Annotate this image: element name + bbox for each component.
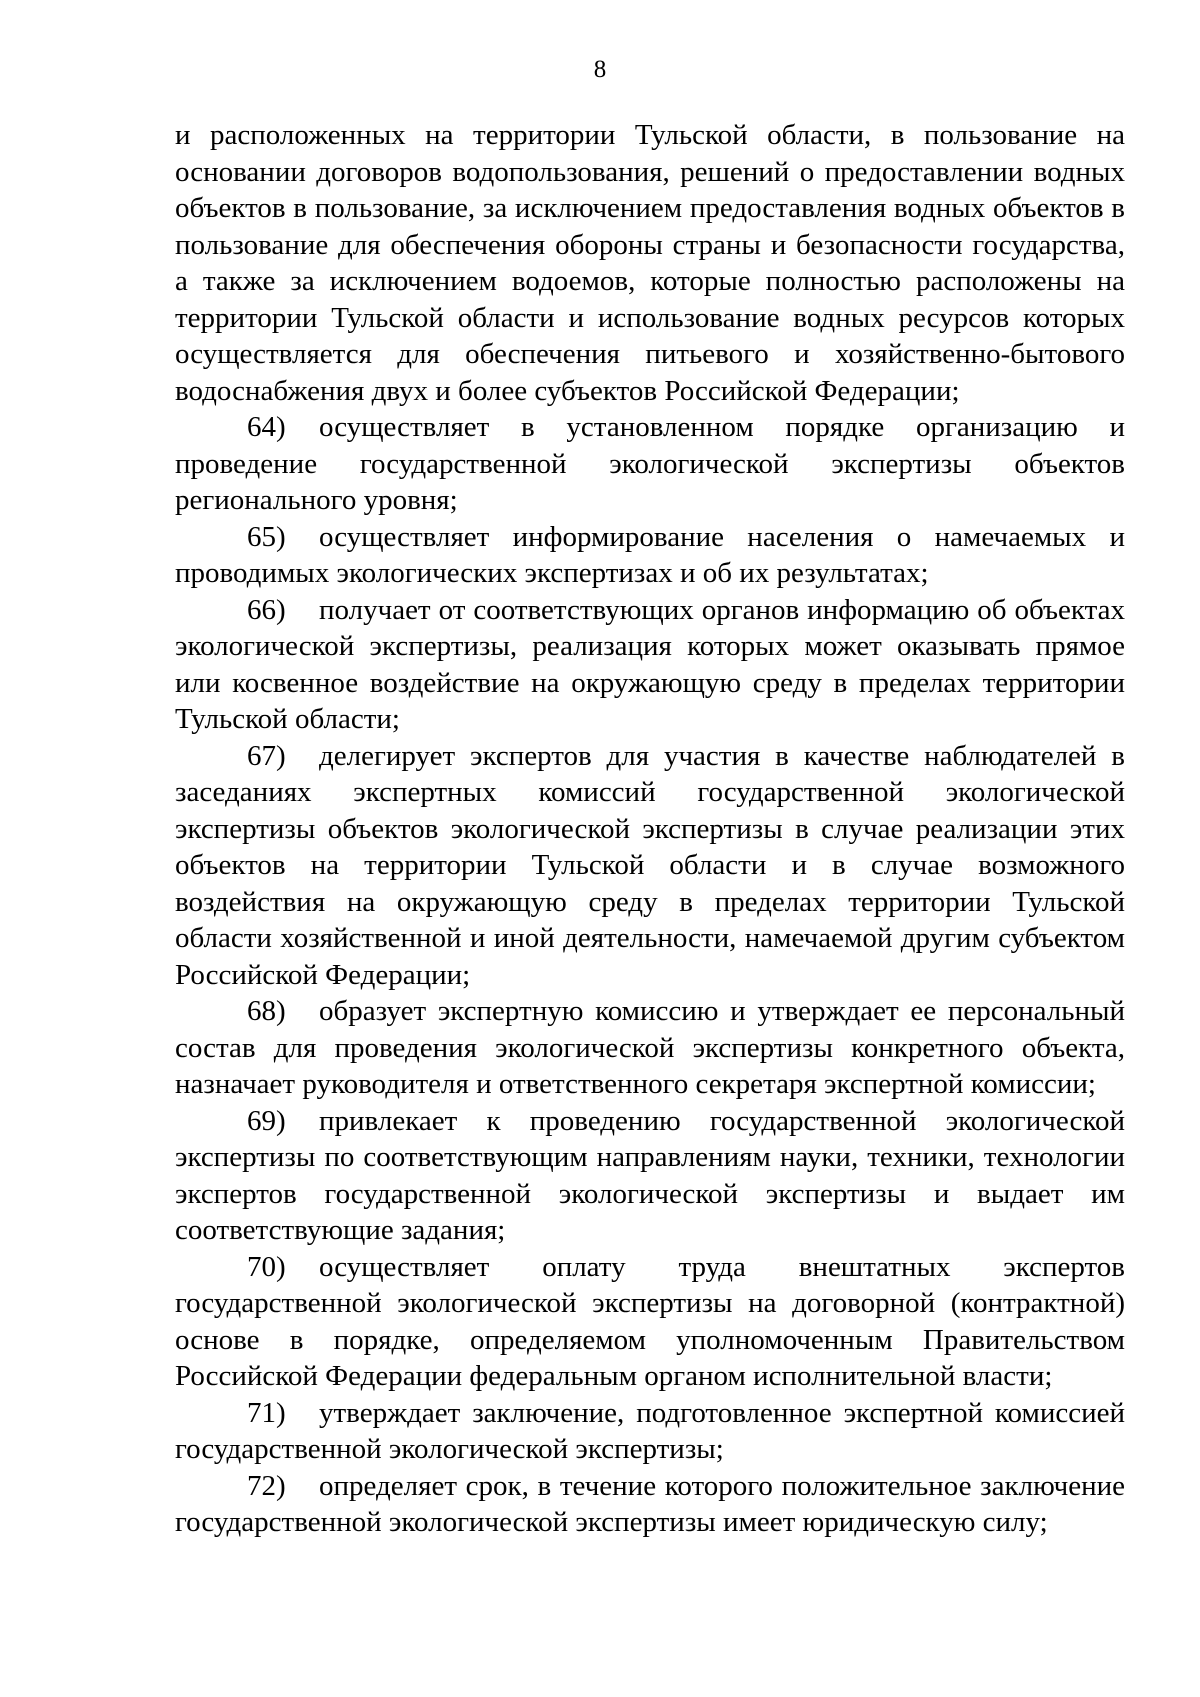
item-number: 69): [247, 1104, 286, 1137]
list-item: [175, 1468, 1125, 1541]
list-item: [175, 409, 1125, 519]
item-text: осуществляет информирование населения о намечаемых и проводимых экологических экспертизах и об их результатах;: [175, 520, 1125, 589]
item-number: 67): [247, 739, 286, 772]
item-number: 66): [247, 593, 286, 626]
item-number: 68): [247, 995, 286, 1027]
list-item: [175, 519, 1125, 592]
list-item: [175, 592, 1125, 738]
item-text: привлекает к проведению государственной экологической экспертизы по соответствующим направлениям науки, техники, технологии экспертов государственной экологической экспертизы и выдает им соответствующие задания;: [175, 1104, 1125, 1246]
item-text: образует экспертную комиссию и утверждает ее персональный состав для проведения экологической экспертизы конкретного объекта, назначает руководителя и ответственного секретаря экспертной комиссии;: [175, 995, 1125, 1100]
item-text: осуществляет оплату труда внештатных экспертов государственной экологической экспертизы на договорной (контрактной) основе в порядке, определяемом уполномоченным Правительством Российской Федерации федеральным органом исполнительной власти;: [175, 1250, 1125, 1392]
list-item: [175, 1395, 1125, 1468]
item-text: получает от соответствующих органов информацию об объектах экологической экспертизы, реализация которых может оказывать прямое или косвенное воздействие на окружающую среду в пределах территории Тульской области;: [175, 593, 1125, 735]
item-text: определяет срок, в течение которого положительное заключение государственной экологической экспертизы имеет юридическую силу;: [175, 1469, 1125, 1538]
intro-paragraph: и расположенных на территории Тульской области, в пользование на основании договоров водопользования, решений о предоставлении водных объектов в пользование, за исключением предоставления водных объектов в пользование для обеспечения обороны страны и безопасности государства, а также за исключением водоемов, которые полностью расположены на территории Тульской области и использование водных ресурсов которых осуществляется для обеспечения питьевого и хозяйственно-бытового водоснабжения двух и более субъектов Российской Федерации;: [175, 119, 1125, 407]
item-text: утверждает заключение, подготовленное экспертной комиссией государственной экологической экспертизы;: [175, 1396, 1125, 1465]
item-number: 72): [247, 1469, 286, 1502]
item-number: 65): [247, 520, 286, 553]
list-item: [175, 993, 1125, 1103]
item-number: 64): [247, 411, 286, 443]
item-number: 70): [247, 1250, 286, 1283]
item-text: делегирует экспертов для участия в качестве наблюдателей в заседаниях экспертных комиссий государственной экологической экспертизы объектов экологической экспертизы в случае реализации этих объектов на территории Тульской области и в случае возможного воздействия на окружающую среду в пределах территории Тульской области хозяйственной и иной деятельности, намечаемой другим субъектом Российской Федерации;: [175, 739, 1125, 991]
list-item: [175, 1103, 1125, 1249]
item-text: осуществляет в установленном порядке организацию и проведение государственной экологической экспертизы объектов регионального уровня;: [175, 411, 1125, 516]
document-body: [175, 117, 1125, 1541]
page-number: 8: [593, 56, 607, 83]
list-item: [175, 1249, 1125, 1395]
list-item: [175, 738, 1125, 994]
item-number: 71): [247, 1396, 286, 1429]
